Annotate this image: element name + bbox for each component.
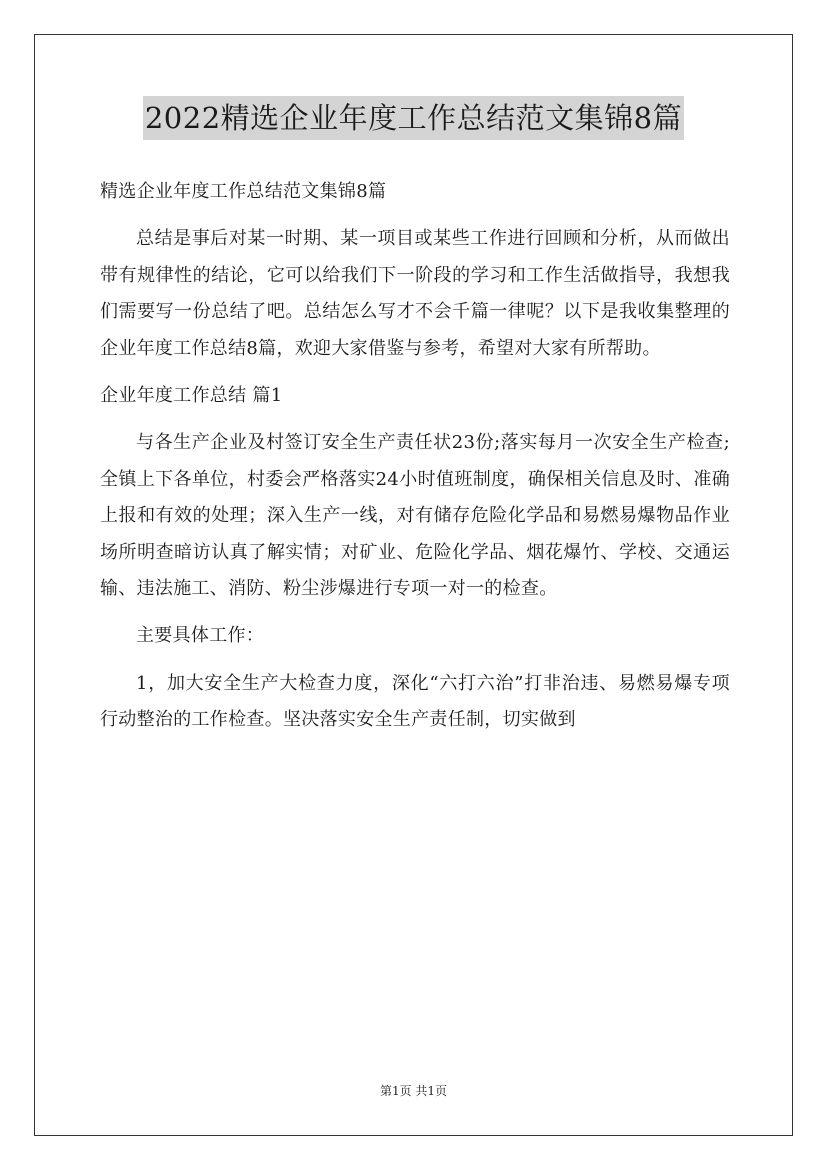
intro-paragraph: 总结是事后对某一时期、某一项目或某些工作进行回顾和分析，从而做出带有规律性的结论，它可以给我们下一阶段的学习和工作生活做指导，我想我们需要写一份总结了吧。总结怎么写才不会千篇一律呢？以下是我收集整理的企业年度工作总结8篇，欢迎大家借鉴与参考，希望对大家有所帮助。 [100,228,730,359]
body-paragraph: 1，加大安全生产大检查力度，深化“六打六治”打非治违、易燃易爆专项行动整治的工作检查。坚决落实安全生产责任制，切实做到 [100,672,730,731]
page-footer [0,1083,827,1099]
body-paragraph: 主要具体工作： [136,625,265,647]
section-heading: 企业年度工作总结 篇1 [100,385,283,407]
body-paragraph: 与各生产企业及村签订安全生产责任状23份;落实每月一次安全生产检查;全镇上下各单位，村委会严格落实24小时值班制度，确保相关信息及时、准确上报和有效的处理；深入生产一线，对有储存危险化学品和易燃易爆物品作业场所明查暗访认真了解实情；对矿业、危险化学品、烟花爆竹、学校、交通运输、违法施工、消防、粉尘涉爆进行专项一对一的检查。 [100,432,730,600]
document-body [100,174,730,739]
title-container [0,96,827,140]
document-subtitle: 精选企业年度工作总结范文集锦8篇 [100,181,387,202]
page-number: 第1页 共1页 [379,1084,448,1098]
document-title: 2022精选企业年度工作总结范文集锦8篇 [143,96,684,140]
